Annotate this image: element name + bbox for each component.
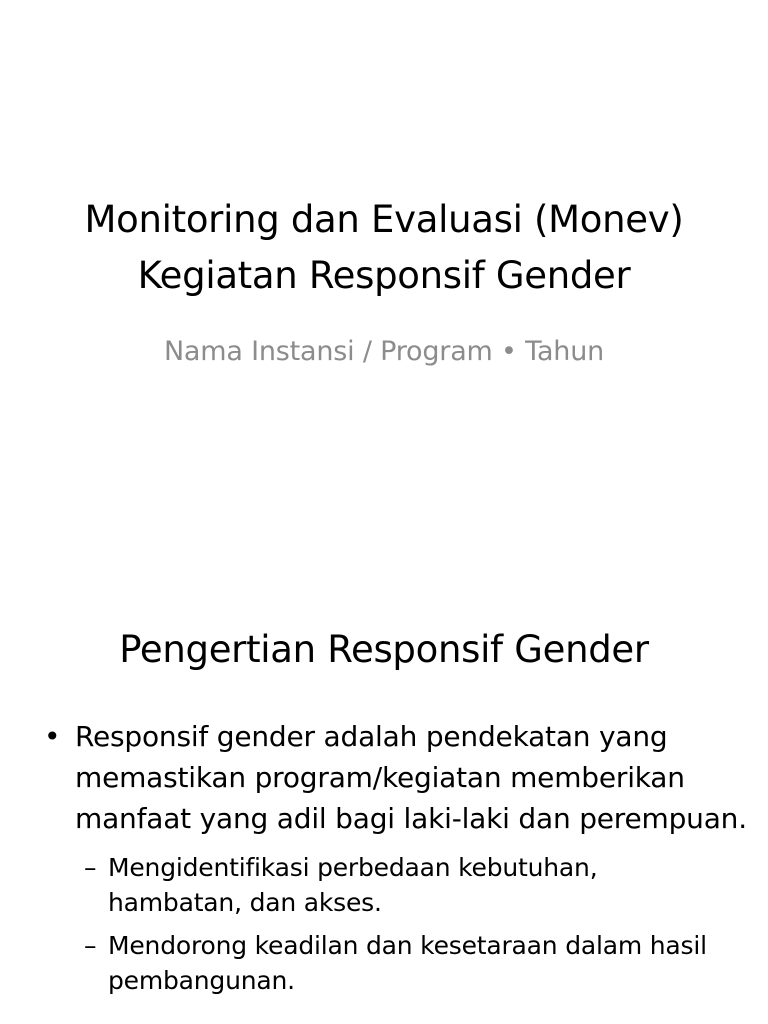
bullet-text: Responsif gender adalah pendekatan yang memastikan program/kegiatan memberikan manfaat yang adil bagi laki-laki dan perempuan.: [75, 720, 747, 835]
sub-bullet-marker: –: [84, 853, 97, 882]
slide-title-line-2: Kegiatan Responsif Gender: [137, 254, 631, 297]
sub-bullet-text: Mendorong keadilan dan kesetaraan dalam hasil pembangunan.: [108, 931, 707, 995]
slide-subtitle: Nama Instansi / Program • Tahun: [163, 336, 605, 367]
sub-bullet-marker: –: [84, 931, 97, 960]
bullet-list: [0, 716, 768, 998]
sub-bullet-item: [0, 928, 768, 998]
sub-bullet-item: [0, 850, 768, 920]
bullet-marker: •: [44, 720, 61, 753]
slide-title: [0, 192, 768, 304]
sub-bullet-text: Mengidentifikasi perbedaan kebutuhan, hambatan, dan akses.: [108, 853, 598, 917]
slide-title-line-1: Monitoring dan Evaluasi (Monev): [84, 198, 684, 241]
bullet-item: [0, 716, 768, 839]
section-title: Pengertian Responsif Gender: [119, 628, 649, 671]
